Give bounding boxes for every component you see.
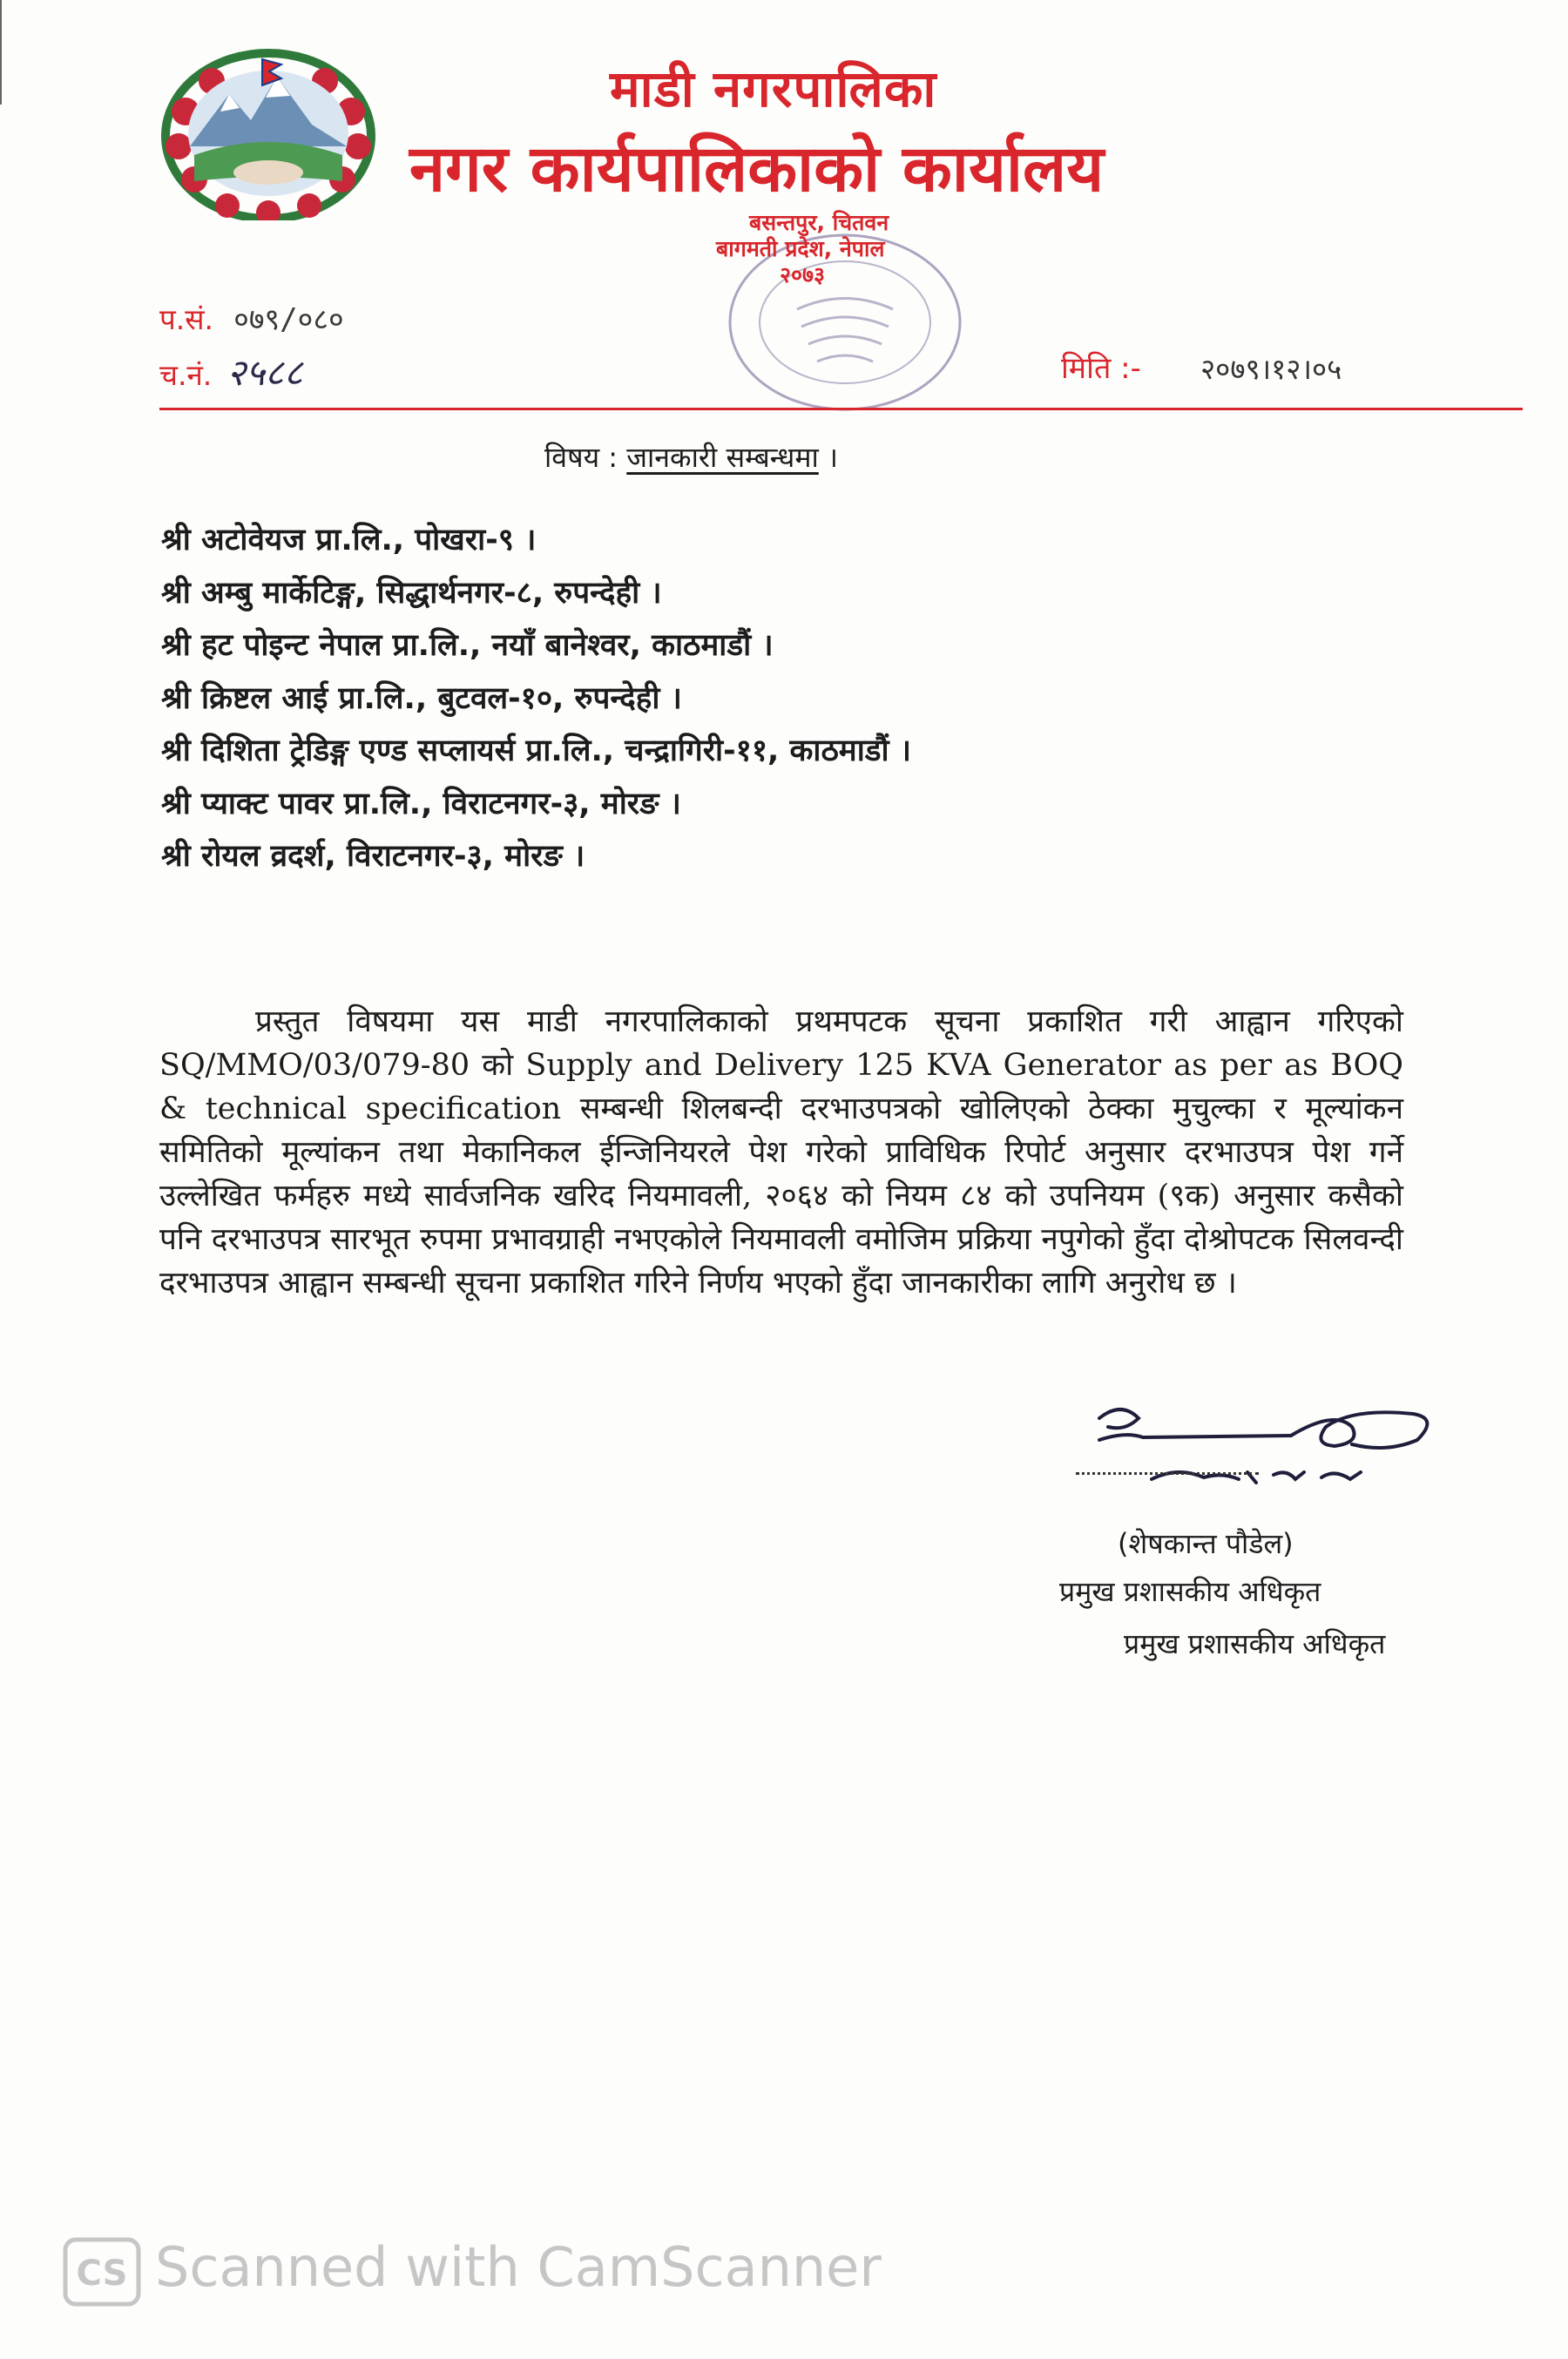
subject-label: विषय : [544,441,618,474]
address-line-1: बसन्तपुर, चितवन [749,210,889,235]
recipient-item: श्री क्रिष्टल आई प्रा.लि., बुटवल-१०, रुपन्देही । [161,680,682,716]
nepal-government-emblem-icon [159,42,377,220]
letter-body: प्रस्तुत विषयमा यस माडी नगरपालिकाको प्रथमपटक सूचना प्रकाशित गरी आह्वान गरिएको SQ/MMO/03/079-80 को Supply and Delivery 125 KVA Generator as per as BOQ & technical specification सम्बन्धी शिलबन्दी दरभाउपत्रको खोलिएको ठेक्का मुचुल्का र मूल्यांकन समितिको मूल्यांकन तथा मेकानिकल ईन्जिनियरले पेश गरेको प्राविधिक रिपोर्ट अनुसार दरभाउपत्र पेश गर्ने उल्लेखित फर्महरु मध्ये सार्वजनिक खरिद नियमावली, २०६४ को नियम ८४ को उपनियम (९क) अनुसार कसैको पनि दरभाउपत्र सारभूत रुपमा प्रभावग्राही नभएकोले नियमावली वमोजिम प्रक्रिया नपुगेको हुँदा दोश्रोपटक सिलवन्दी दरभाउपत्र आह्वान सम्बन्धी सूचना प्रकाशित गरिने निर्णय भएको हुँदा जानकारीका लागि अनुरोध छ । [159,1004,1403,1301]
subject-line [544,438,838,476]
subject-terminator: । [827,441,839,474]
recipient-item: श्री प्याक्ट पावर प्रा.लि., विराटनगर-३, मोरङ । [161,786,681,821]
established-year: २०७३ [780,262,826,287]
cn-label: च.नं. [159,358,213,392]
subject-text: जानकारी सम्बन्धमा [626,441,819,474]
date-label: मिति :- [1061,351,1141,386]
municipality-name: माडी नगरपालिका [610,59,937,118]
recipient-item: श्री अटोवेयज प्रा.लि., पोखरा-९ । [161,523,537,558]
ps-value: ०७९/०८० [233,302,344,337]
scan-edge-shadow [0,0,2,105]
header-divider [159,408,1523,410]
camscanner-watermark-text: Scanned with CamScanner [155,2235,882,2299]
camscanner-logo-icon [63,2237,141,2307]
handwritten-signature [1073,1392,1448,1514]
office-name: नगर कार्यपालिकाको कार्यालय [409,132,1105,206]
address-line-2: बागमती प्रदेश, नेपाल [716,236,885,261]
signatory-title-stamp: प्रमुख प्रशासकीय अधिकृत [1124,1627,1386,1660]
recipient-item: श्री अम्बु मार्केटिङ्ग, सिद्धार्थनगर-८, रुपन्देही । [161,575,662,611]
ps-reference [159,298,344,338]
cn-reference [159,347,303,396]
date-value: २०७९।१२।०५ [1200,352,1342,386]
signatory-title: प्रमुख प्रशासकीय अधिकृत [1059,1575,1321,1608]
recipient-item: श्री हट पोइन्ट नेपाल प्रा.लि., नयाँ बानेश्वर, काठमाडौं । [161,628,774,663]
signature-dotted-line [1076,1472,1259,1475]
recipient-item: श्री रोयल व्रदर्श, विराटनगर-३, मोरङ । [161,839,585,874]
ps-label: प.सं. [159,302,214,336]
svg-text:CS: CS [76,2254,128,2294]
signatory-name: (शेषकान्त पौडेल) [1118,1527,1294,1560]
recipient-list [161,514,911,883]
recipient-item: श्री दिशिता ट्रेडिङ्ग एण्ड सप्लायर्स प्रा.लि., चन्द्रागिरी-११, काठमाडौं । [161,733,912,768]
cn-value: २५८८ [226,351,303,394]
